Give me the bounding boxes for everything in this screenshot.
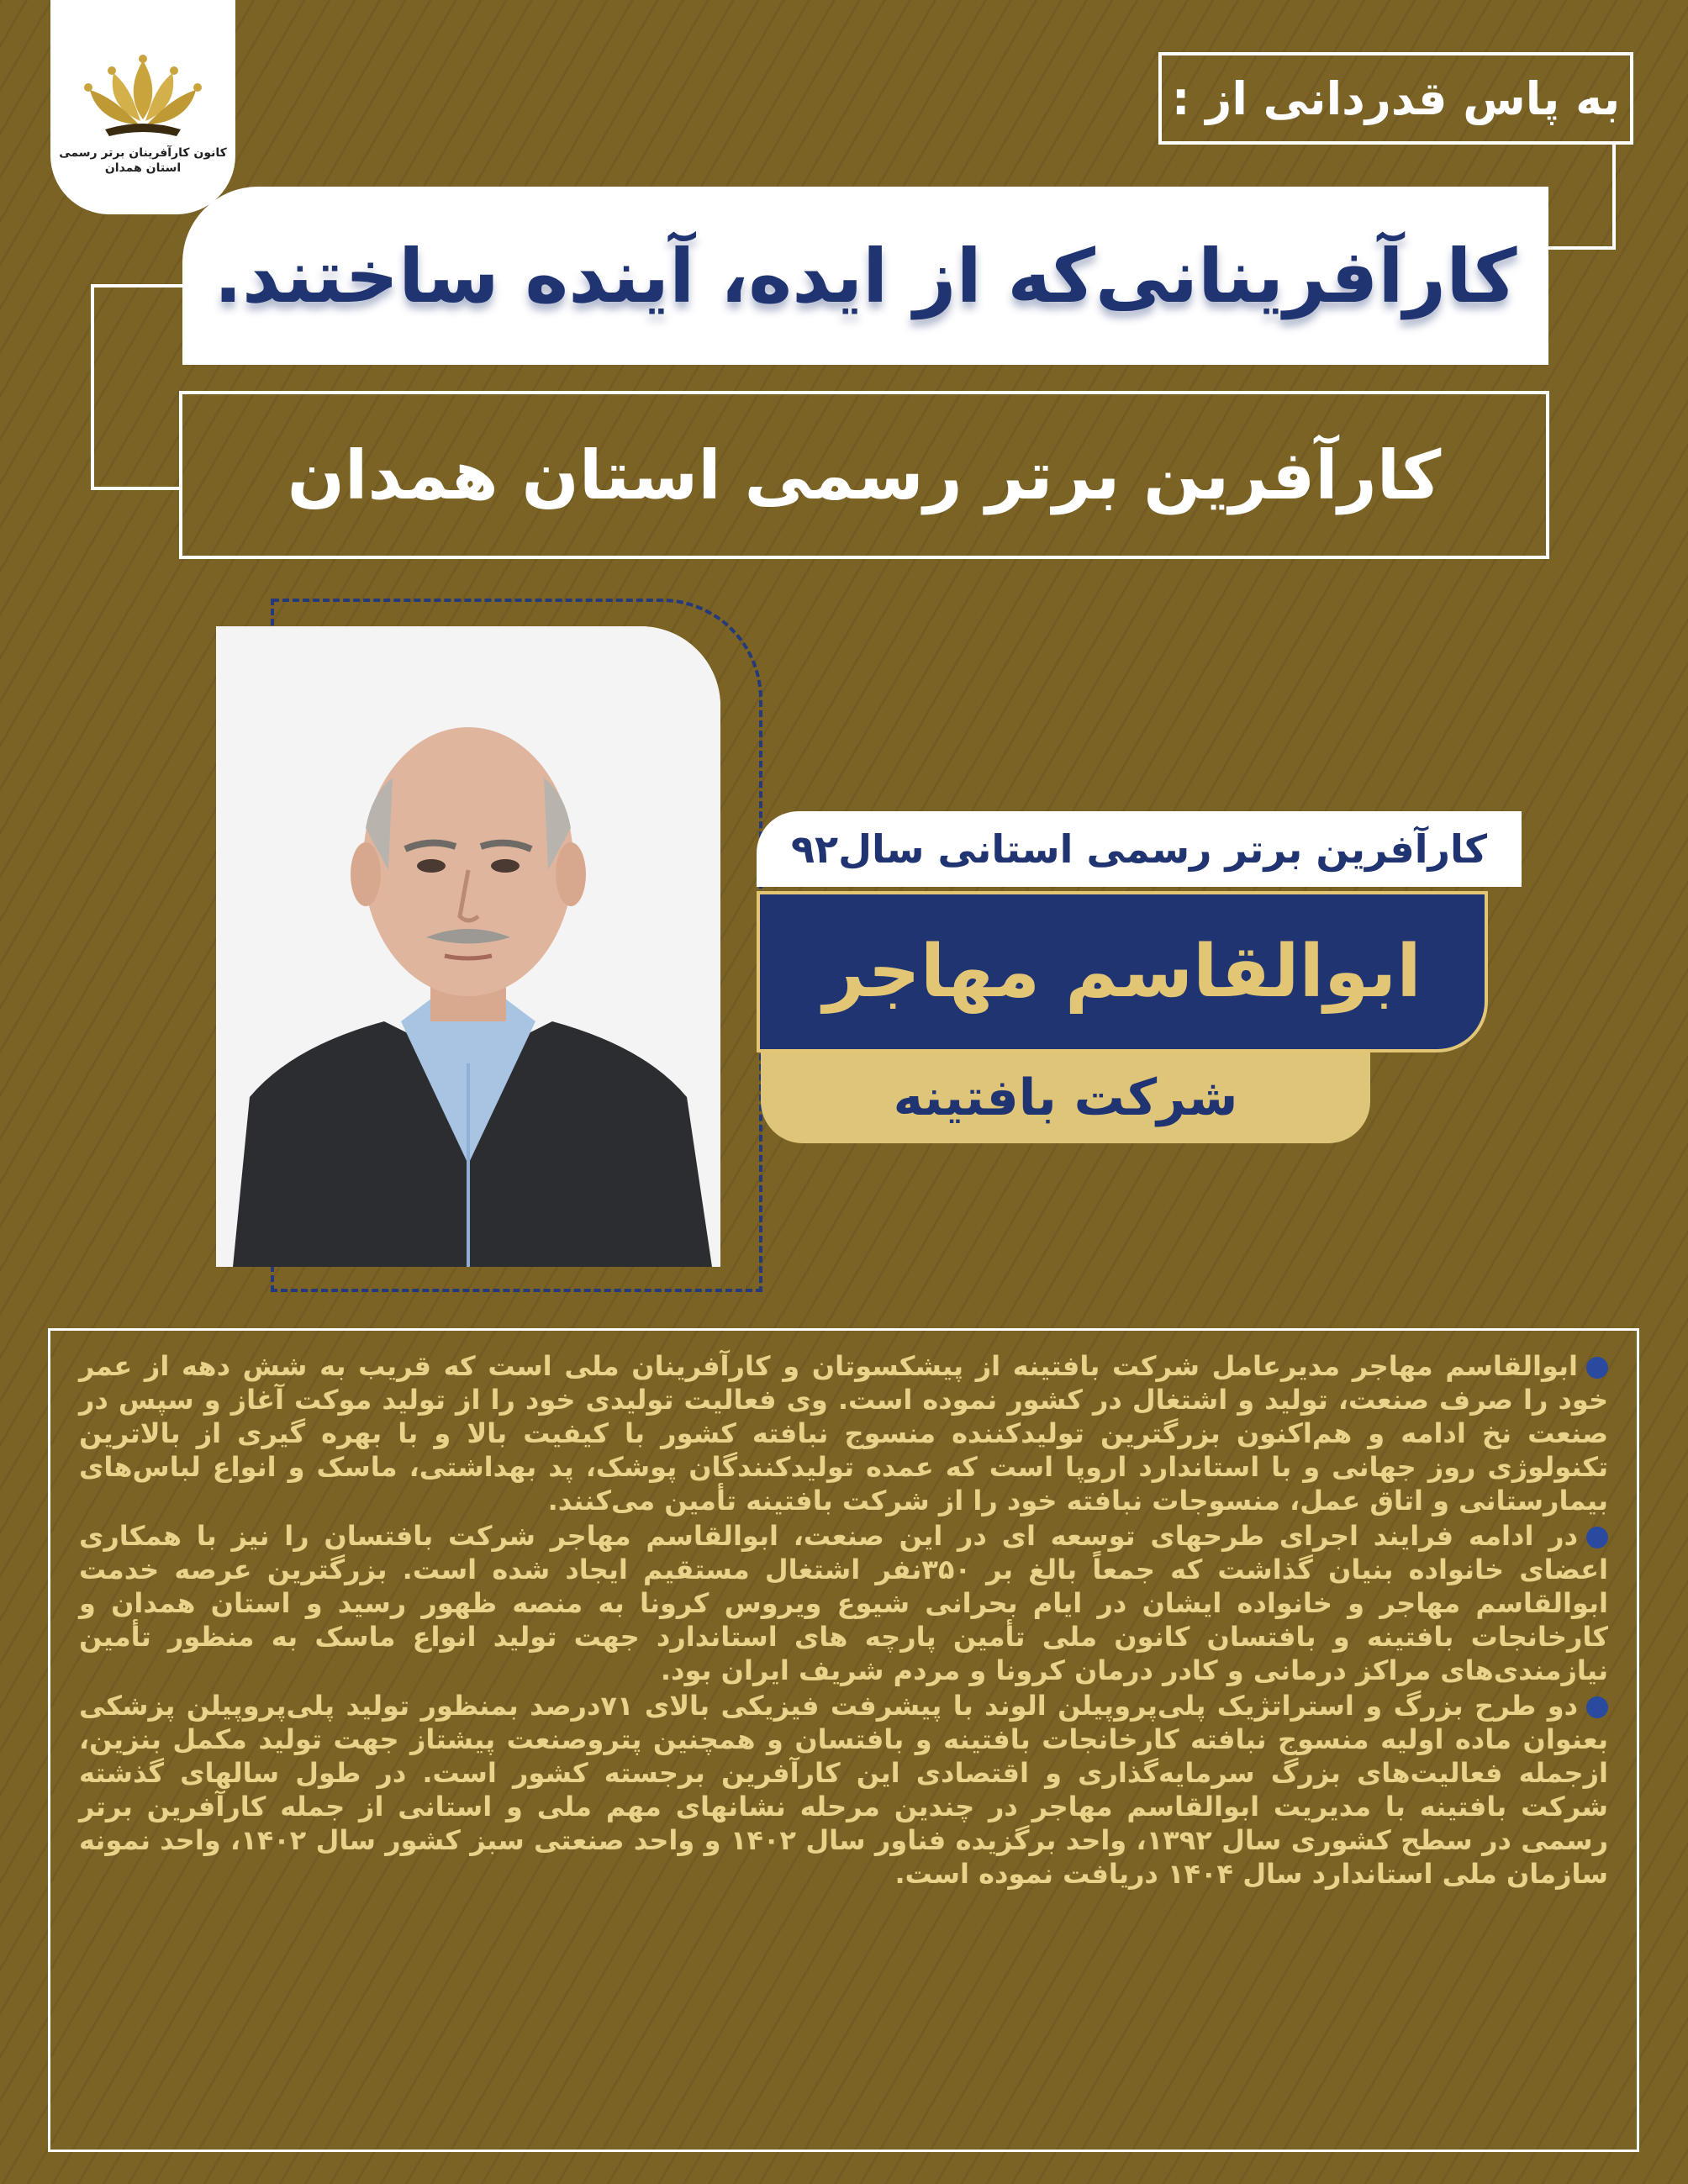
- portrait-illustration: [216, 626, 720, 1267]
- biography-paragraph: [79, 1689, 1608, 1891]
- biography-text: در ادامه فرایند اجرای طرحهای توسعه ای در این صنعت، ابوالقاسم مهاجر شرکت بافتسان را نیز با همکاری اعضای خانواده بنیان گذاشت که جمعاً بالغ بر ۳۵۰نفر اشتغال مستقیم ایجاد شده است. بزرگترین عرصه خدمت ابوالقاسم مهاجر و خانواده ایشان در ایام بحرانی شیوع ویروس کرونا به منصه ظهور رسید و استان همدان و کارخانجات بافتینه و بافتسان کانون ملی تأمین پارچه های استاندارد جهت تولید انواع ماسک به منظور تأمین نیازمندی‌های مراکز درمانی و کادر درمان کرونا و مردم شریف ایران بود.: [79, 1520, 1609, 1686]
- logo-caption-line2: استان همدان: [104, 161, 182, 175]
- headline: کارآفرینانی‌که از ایده، آینده ساختند.: [182, 187, 1548, 365]
- bullet-icon: [1586, 1527, 1608, 1548]
- biography-paragraph: [79, 1519, 1608, 1687]
- award-title: کارآفرین برتر رسمی استانی سال۹۲: [757, 811, 1522, 887]
- connector-line: [91, 487, 180, 490]
- bullet-icon: [1586, 1696, 1608, 1718]
- biography-text: ابوالقاسم مهاجر مدیرعامل شرکت بافتینه از پیشکسوتان و کارآفرینان ملی است که قریب به شش دهه از عمر خود را صرف صنعت، تولید و اشتغال در کشور نموده است. وی فعالیت تولیدی خود را از تولید موکت آغاز و سپس در صنعت نخ ادامه و هم‌اکنون بزرگترین تولیدکننده منسوج نبافته کشور با کیفیت بالا و با بهره گیری از بالاترین تکنولوژی روز جهانی و با استاندارد اروپا است که عمده تولیدکنندگان پوشک، پد بهداشتی، ماسک و انواع لباس‌های بیمارستانی و اتاق عمل، منسوجات نبافته خود را از شرکت بافتینه تأمین می‌کنند.: [79, 1350, 1608, 1517]
- logo-caption: [59, 145, 227, 176]
- biography-box: [48, 1328, 1639, 2152]
- connector-line: [1548, 246, 1616, 250]
- connector-line: [91, 284, 183, 288]
- company-name: شرکت بافتینه: [761, 1052, 1370, 1143]
- bullet-icon: [1586, 1357, 1608, 1379]
- person-name: ابوالقاسم مهاجر: [757, 891, 1488, 1052]
- connector-line: [91, 284, 94, 490]
- lotus-crown-icon: [80, 52, 206, 140]
- portrait-photo: [216, 626, 720, 1267]
- biography-paragraph: [79, 1349, 1608, 1517]
- logo-caption-line1: کانون کارآفرینان برتر رسمی: [59, 146, 227, 160]
- appreciation-label: به پاس قدردانی از :: [1158, 52, 1633, 145]
- biography-text: دو طرح بزرگ و استراتژیک پلی‌پروپیلن الوند با پیشرفت فیزیکی بالای ۷۱درصد بمنظور تولید پلی‌پروپیلن پزشکی بعنوان ماده اولیه منسوج نبافته کارخانجات بافتینه و بافتسان و همچنین پتروصنعت پیشتاز جهت تولید مکمل بنزین، ازجمله فعالیت‌های بزرگ سرمایه‌گذاری و اقتصادی این کارآفرین برجسته کشور است. در طول سالهای گذشته شرکت بافتینه با مدیریت ابوالقاسم مهاجر در چندین مرحله نشانهای مهم ملی و استانی از جمله کارآفرین برتر رسمی در سطح کشوری سال ۱۳۹۲، واحد برگزیده فناور سال ۱۴۰۲ و واحد صنعتی سبز کشور سال ۱۴۰۲، واحد نمونه سازمان ملی استاندارد سال ۱۴۰۴ دریافت نموده است.: [79, 1690, 1609, 1890]
- logo-badge: [50, 0, 235, 214]
- connector-line: [1612, 145, 1616, 250]
- subtitle: کارآفرین برتر رسمی استان همدان: [179, 391, 1549, 559]
